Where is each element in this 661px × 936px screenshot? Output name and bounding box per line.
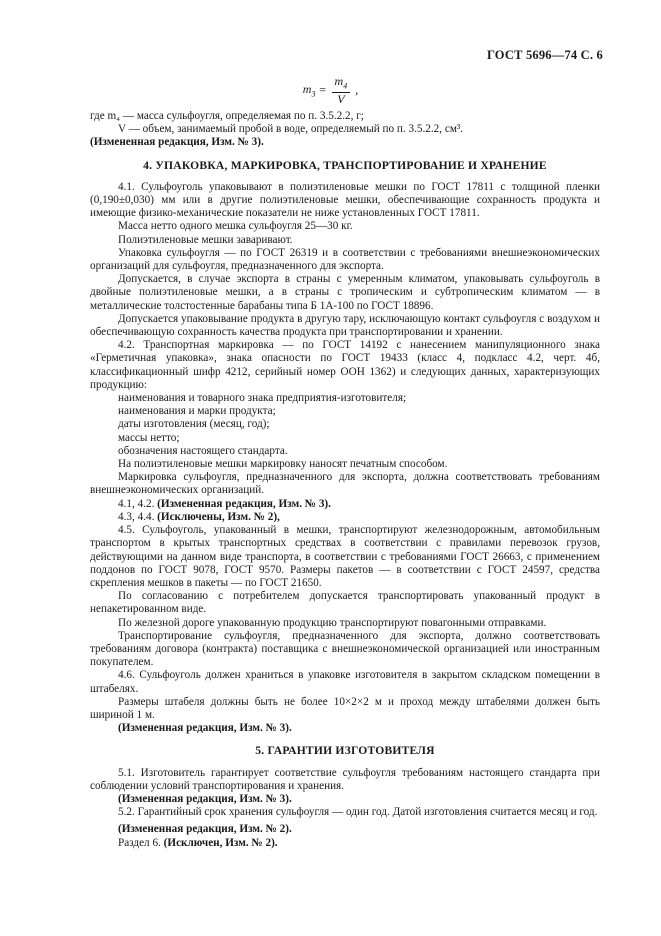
formula-denominator: V — [337, 92, 345, 107]
paragraph: Масса нетто одного мешка сульфоугля 25—30 кг. — [118, 220, 353, 233]
edit-note: (Измененная редакция, Изм. № 3). — [157, 497, 331, 510]
formula-lhs: $m_3$ — [302, 82, 316, 99]
paragraph-4-2: 4.2. Транспортная маркировка — по ГОСТ 14192 с нанесением манипуляционного знака «Герметичная упаковка», знака опасности по ГОСТ 19433 (класс 4, подкласс 4.2, черт. 4б, классификационный шифр 4212, серийный номер ООН 1362) и следующих данных, характеризующих продукцию: — [90, 339, 600, 391]
paragraph: Размеры штабеля должны быть не более 10×2×2 м и проход между штабелями должен быть шириной 1 м. — [90, 695, 600, 721]
list-item: обозначения настоящего стандарта. — [118, 444, 288, 457]
paragraph-5-1: 5.1. Изготовитель гарантирует соответствие сульфоугля требованиям настоящего стандарта при соблюдении условий транспортирования и хранения. — [90, 766, 600, 792]
section-5-title: 5. ГАРАНТИИ ИЗГОТОВИТЕЛЯ — [255, 744, 435, 758]
paragraph-4-3-4-4: 4.3, 4.4. (Исключены, Изм. № 2), — [118, 510, 280, 523]
paragraph: Полиэтиленовые мешки заваривают. — [118, 233, 293, 246]
section-4-title: 4. УПАКОВКА, МАРКИРОВКА, ТРАНСПОРТИРОВАНИЕ И ХРАНЕНИЕ — [143, 158, 547, 172]
list-item: даты изготовления (месяц, год); — [118, 418, 270, 431]
list-item: наименования и марки продукта; — [118, 405, 276, 418]
paragraph-4-1: 4.1. Сульфоуголь упаковывают в полиэтиленовые мешки по ГОСТ 17811 с толщиной пленки (0,190±0,030) мм или в другие полиэтиленовые мешки, обеспечивающие сохранность продукта и имеющие физико-механические показатели не ниже установленных ГОСТ 17811. — [90, 180, 600, 220]
paragraph: По железной дороге упакованную продукцию транспортируют повагонными отправками. — [118, 616, 547, 629]
paragraph-5-2: 5.2. Гарантийный срок хранения сульфоугля — один год. Датой изготовления считается месяц и год. — [118, 806, 598, 819]
edit-note: (Измененная редакция, Изм. № 3). — [118, 722, 292, 735]
paragraph: По согласованию с потребителем допускается транспортировать упакованный продукт в непакетированном виде. — [90, 590, 600, 616]
paragraph: Транспортирование сульфоугля, предназначенного для экспорта, должно соответствовать требованиям договора (контракта) поставщика с внешнеэкономической организацией или иностранным покупателем. — [90, 629, 600, 669]
paragraph-section-6: Раздел 6. (Исключен, Изм. № 2). — [118, 836, 278, 849]
document-body — [90, 110, 600, 850]
edit-note: (Измененная редакция, Изм. № 3). — [90, 136, 264, 149]
paragraph-4-6: 4.6. Сульфоуголь должен храниться в упаковке изготовителя в закрытом складском помещении в штабелях. — [90, 669, 600, 695]
page-header: ГОСТ 5696—74 С. 6 — [486, 48, 603, 62]
paragraph: Допускается упаковывание продукта в другую тару, исключающую контакт сульфоугля с воздухом и обеспечивающую сохранность качества продукта при транспортировании и хранении. — [90, 312, 600, 339]
where-line-1: где m₄ — масса сульфоугля, определяемая по п. 3.5.2.2, г; — [90, 110, 364, 122]
formula-numerator: $m_4$ — [332, 75, 351, 93]
list-item: массы нетто; — [118, 431, 180, 444]
where-line-2: V — объем, занимаемый пробой в воде, определяемый по п. 3.5.2.2, см³. — [118, 123, 464, 136]
list-item: наименования и товарного знака предприятия-изготовителя; — [118, 392, 407, 405]
paragraph: Маркировка сульфоугля, предназначенного для экспорта, должна соответствовать требованиям внешнеэкономических организаций. — [90, 471, 600, 497]
paragraph-4-5: 4.5. Сульфоуголь, упакованный в мешки, транспортируют железнодорожным, автомобильным транспортом в крытых транспортных средствах в соответствии с правилами перевозок грузов, действующими на данном виде транспорта, в соответствии с требованиями ГОСТ 26663, с применением поддонов по ГОСТ 9078, ГОСТ 9570. Размеры пакетов — в соответствии с ГОСТ 24597, средства скрепления мешков в пакеты — по ГОСТ 21650. — [90, 524, 600, 589]
formula: $m_3$ = $\frac{m_4}{V}$ , — [302, 74, 359, 107]
formula-fraction — [332, 75, 351, 106]
paragraph: Допускается, в случае экспорта в страны с умеренным климатом, упаковывать сульфоуголь в двойные полиэтиленовые мешки, а в страны с тропическим и субтропическим климатом — в металлические толстостенные барабаны типа Б 1А-100 по ГОСТ 18896. — [90, 273, 600, 312]
edit-note: (Измененная редакция, Изм. № 2). — [118, 823, 292, 836]
edit-note: (Исключен, Изм. № 2). — [163, 836, 278, 849]
paragraph-4-1-4-2: 4.1, 4.2. (Измененная редакция, Изм. № 3). — [118, 497, 331, 510]
paragraph: На полиэтиленовые мешки маркировку наносят печатным способом. — [118, 458, 448, 471]
paragraph: Упаковка сульфоугля — по ГОСТ 26319 и в соответствии с требованиями внешнеэкономических организаций для сульфоугля, предназначенного для экспорта. — [90, 246, 600, 273]
edit-note: (Измененная редакция, Изм. № 3). — [118, 792, 292, 805]
edit-note: (Исключены, Изм. № 2), — [157, 510, 280, 523]
